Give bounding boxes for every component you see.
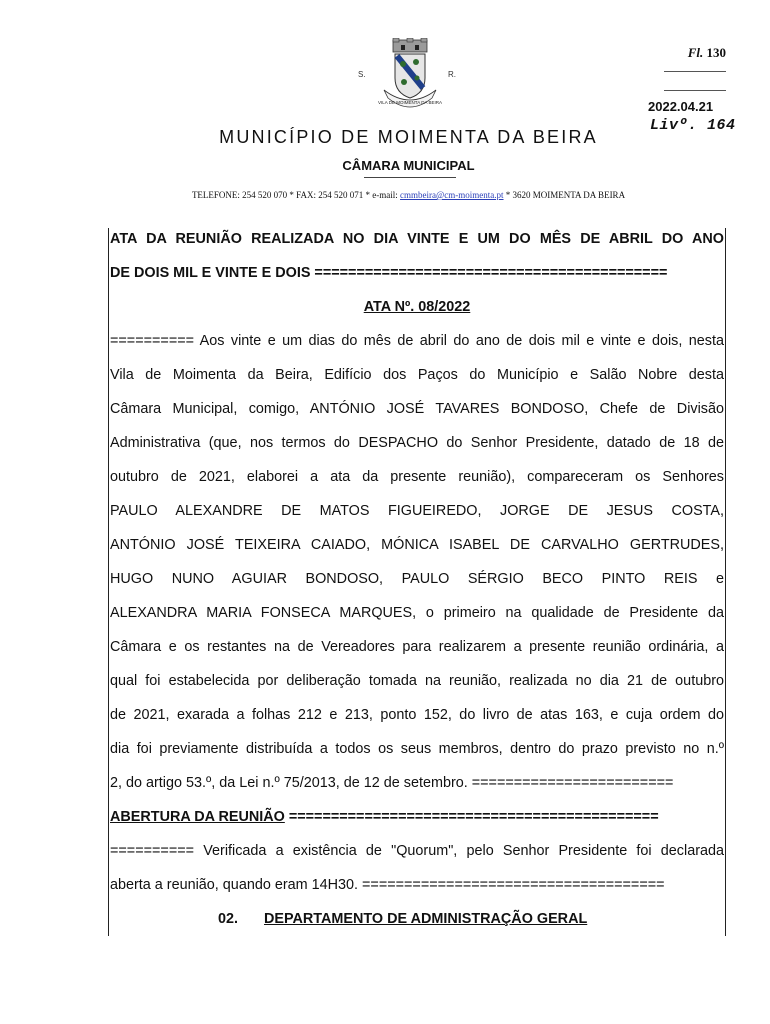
abertura-title: ABERTURA DA REUNIÃO (110, 809, 285, 825)
contact-line (0, 190, 770, 200)
paragraph-line: Administrativa (que, nos termos do DESPACHO do Senhor Presidente, datado de 18 de (110, 435, 724, 451)
paragraph-line: ========== Aos vinte e um dias do mês de abril do ano de dois mil e vinte e dois, nesta (110, 333, 724, 349)
paragraph-line: Câmara e os restantes na de Vereadores para realizarem a presente reunião ordinária, a (110, 639, 724, 655)
crest-left-letter: S. (358, 70, 366, 79)
document-title-line-1: ATA DA REUNIÃO REALIZADA NO DIA VINTE E UM DO MÊS DE ABRIL DO ANO (110, 231, 724, 247)
section-title: DEPARTAMENTO DE ADMINISTRAÇÃO GERAL (264, 911, 588, 927)
ata-number: ATA Nº. 08/2022 (363, 299, 471, 315)
abertura-heading (110, 806, 724, 840)
paragraph-line: ALEXANDRA MARIA FONSECA MARQUES, o primeiro na qualidade de Presidente da (110, 605, 724, 621)
document-title-line-2: DE DOIS MIL E VINTE E DOIS ========================================== (110, 265, 668, 281)
municipal-crest (358, 38, 456, 108)
crest-right-letter: R. (448, 70, 456, 79)
paragraph-line: HUGO NUNO AGUIAR BONDOSO, PAULO SÉRGIO BECO PINTO REIS e (110, 571, 724, 587)
municipality-title: MUNICÍPIO DE MOIMENTA DA BEIRA (219, 127, 598, 147)
abertura-line-1: ========== Verificada a existência de "Quorum", pelo Senhor Presidente foi declarada (110, 843, 724, 859)
folio-rule (664, 67, 726, 72)
paragraph-line: Câmara Municipal, comigo, ANTÓNIO JOSÉ TAVARES BONDOSO, Chefe de Divisão (110, 401, 724, 417)
contact-suffix: * 3620 MOIMENTA DA BEIRA (503, 190, 626, 200)
chamber-underline (364, 177, 456, 178)
folio-number: 130 (706, 45, 726, 60)
margin-line-left (108, 228, 109, 936)
paragraph-line: de 2021, exarada a folhas 212 e 213, ponto 152, do livro de atas 163, e cuja ordem do (110, 707, 724, 723)
document-date: 2022.04.21 (648, 99, 714, 114)
folio-rule-2 (664, 86, 726, 91)
minutes-body (110, 228, 724, 942)
coat-of-arms-icon (370, 38, 450, 108)
paragraph-line: outubro de 2021, elaborei a ata da presente reunião), compareceram os Senhores (110, 469, 724, 485)
paragraph-line: qual foi estabelecida por deliberação tomada na reunião, realizada no dia 21 de outubro (110, 673, 724, 689)
paragraph-last-line: 2, do artigo 53.º, da Lei n.º 75/2013, de 12 de setembro. ======================== (110, 775, 674, 791)
opening-paragraph (110, 330, 724, 772)
email-link[interactable]: cmmbeira@cm-moimenta.pt (400, 190, 504, 200)
section-number: 02. (218, 911, 239, 927)
margin-line-right (725, 228, 726, 936)
crest-ribbon-text: VILA DE MOIMENTA DA BEIRA (378, 100, 442, 105)
folio-marker (664, 45, 726, 91)
paragraph-line: Vila de Moimenta da Beira, Edifício dos Paços do Município e Salão Nobre desta (110, 367, 724, 383)
paragraph-line: ANTÓNIO JOSÉ TEIXEIRA CAIADO, MÓNICA ISABEL DE CARVALHO GERTRUDES, (110, 537, 724, 553)
abertura-line-2: aberta a reunião, quando eram 14H30. ==================================== (110, 877, 665, 893)
abertura-fill: ============================================ (284, 809, 659, 825)
book-number: Livº. 164 (650, 117, 736, 134)
folio-label: Fl. (687, 45, 704, 60)
contact-prefix: TELEFONE: 254 520 070 * FAX: 254 520 071 * e-mail: (191, 190, 401, 200)
chamber-title: CÂMARA MUNICIPAL (342, 158, 475, 173)
section-heading (110, 908, 724, 942)
paragraph-line: PAULO ALEXANDRE DE MATOS FIGUEIREDO, JORGE DE JESUS COSTA, (110, 503, 724, 519)
paragraph-line: dia foi previamente distribuída a todos os seus membros, dentro do prazo previsto no n.º (110, 741, 724, 757)
